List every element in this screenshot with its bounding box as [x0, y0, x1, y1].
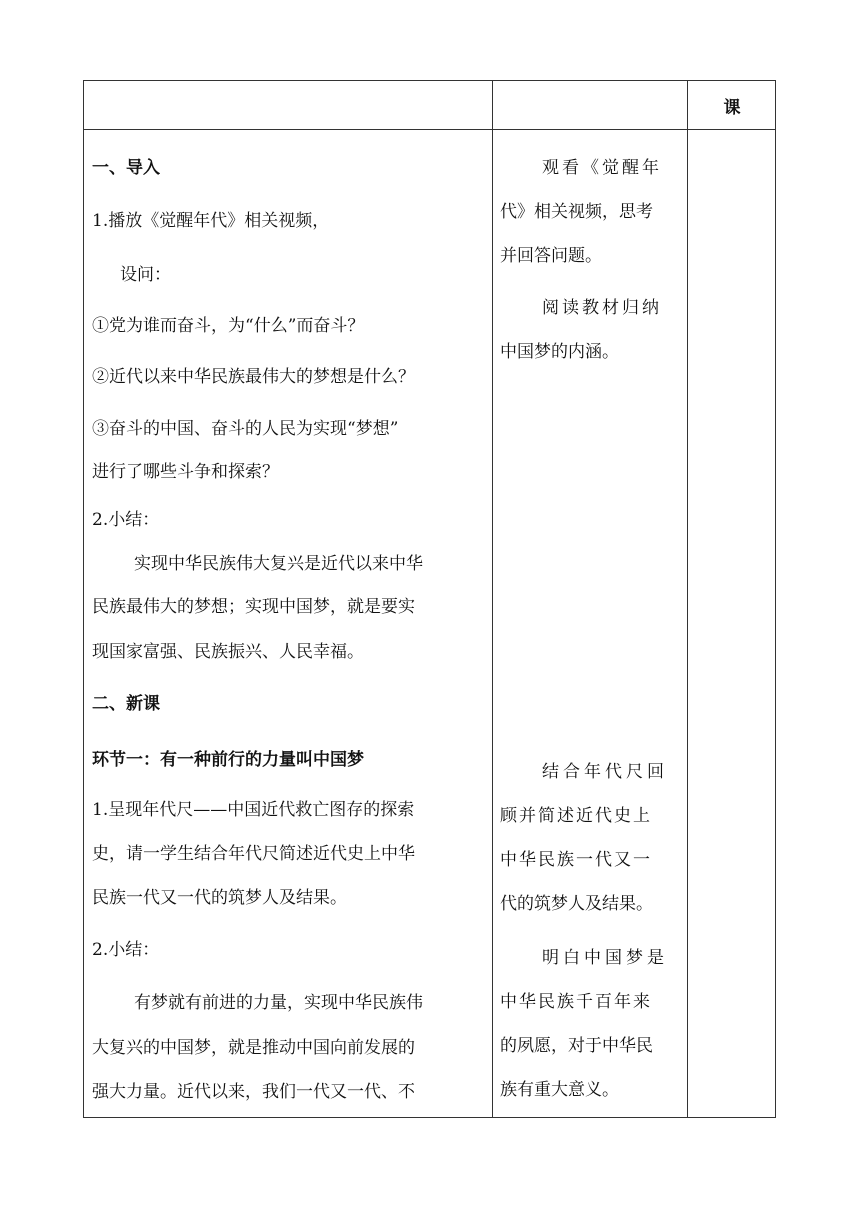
header-cell-ke: 课 — [723, 97, 741, 118]
text-line: 代》相关视频，思考 — [500, 202, 653, 222]
section-title: 一、导入 — [92, 158, 160, 178]
text-line: 有梦就有前进的力量，实现中华民族伟 — [134, 993, 423, 1013]
text-line: 民族一代又一代的筑梦人及结果。 — [92, 888, 347, 908]
text-line: 实现中华民族伟大复兴是近代以来中华 — [134, 554, 423, 574]
text-line: 现国家富强、民族振兴、人民幸福。 — [92, 642, 364, 662]
column-divider — [492, 81, 493, 1117]
text-line: 中华民族千百年来 — [500, 992, 652, 1012]
text-line: 结合年代尺回 — [542, 762, 668, 782]
text-line: 2.小结： — [92, 940, 160, 960]
text-line: 的夙愿，对于中华民 — [500, 1036, 653, 1056]
section-title: 二、新课 — [92, 694, 160, 714]
subsection-title: 环节一：有一种前行的力量叫中国梦 — [92, 750, 364, 770]
text-line: 1.播放《觉醒年代》相关视频， — [92, 211, 330, 231]
text-line: 明白中国梦是 — [542, 948, 668, 968]
lesson-plan-table — [83, 80, 776, 1118]
text-line: 进行了哪些斗争和探索？ — [92, 462, 279, 482]
column-divider — [687, 81, 688, 1117]
text-line: 代的筑梦人及结果。 — [500, 894, 653, 914]
text-line: ①党为谁而奋斗，为“什么”而奋斗？ — [92, 316, 365, 336]
text-line: 并回答问题。 — [500, 246, 602, 266]
text-line: 阅读教材归纳 — [542, 298, 662, 318]
text-line: 1.呈现年代尺——中国近代救亡图存的探索 — [92, 800, 415, 820]
text-line: 设问： — [120, 265, 171, 285]
text-line: 大复兴的中国梦，就是推动中国向前发展的 — [92, 1038, 415, 1058]
text-line: 族有重大意义。 — [500, 1080, 619, 1100]
text-line: 中国梦的内涵。 — [500, 342, 619, 362]
text-line: ③奋斗的中国、奋斗的人民为实现“梦想” — [92, 419, 399, 439]
text-line: 史，请一学生结合年代尺简述近代史上中华 — [92, 844, 415, 864]
text-line: ②近代以来中华民族最伟大的梦想是什么？ — [92, 367, 415, 387]
text-line: 2.小结： — [92, 510, 160, 530]
text-line: 中华民族一代又一 — [500, 850, 652, 870]
header-row-divider — [84, 129, 775, 130]
text-line: 强大力量。近代以来，我们一代又一代、不 — [92, 1082, 415, 1102]
text-line: 观看《觉醒年 — [542, 158, 662, 178]
text-line: 顾并简述近代史上 — [500, 806, 652, 826]
text-line: 民族最伟大的梦想；实现中国梦，就是要实 — [92, 597, 415, 617]
